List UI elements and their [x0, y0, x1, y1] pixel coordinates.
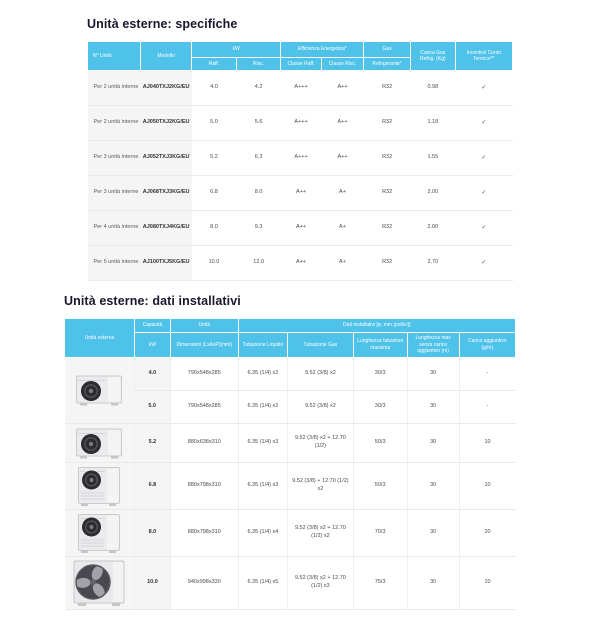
- model-cell: AJ080TXJ4KG/EU: [141, 211, 192, 246]
- liquid-pipe-cell: 6.35 (1/4) x3: [238, 462, 288, 509]
- incentive-check: ✓: [455, 211, 512, 246]
- unit-count-cell: Per 2 unità interne: [88, 106, 141, 141]
- model-cell: AJ068TXJ3KG/EU: [141, 176, 192, 211]
- capacity-cell: 10.0: [134, 556, 170, 609]
- max-pipe-length-cell: 50/3: [353, 462, 407, 509]
- gas-pipe-cell: 9.52 (3/8) + 12.70 (1/2) x2: [288, 462, 353, 509]
- class-heating-cell: A++: [321, 141, 364, 176]
- col-header-liquid-pipe: Tubazione Liquido: [238, 333, 288, 358]
- gas-pipe-cell: 9.52 (3/8) x2 + 12.70 (1/2) x3: [288, 556, 353, 609]
- kw-heating-cell: 9.3: [236, 211, 281, 246]
- model-cell: AJ040TXJ2KG/EU: [141, 71, 192, 106]
- liquid-pipe-cell: 6.35 (1/4) x2: [238, 357, 288, 390]
- liquid-pipe-cell: 6.35 (1/4) x3: [238, 423, 288, 462]
- class-heating-cell: A+: [321, 246, 364, 281]
- extra-charge-cell: 10: [459, 462, 515, 509]
- col-header-incentives: Incentivi/ Conto Termico**: [455, 42, 512, 71]
- col-header-kw-heating: Risc.: [236, 58, 281, 71]
- class-cooling-cell: A+++: [281, 71, 321, 106]
- col-header-kw-group: kW: [192, 42, 281, 58]
- table-row: [88, 141, 513, 176]
- class-heating-cell: A++: [321, 71, 364, 106]
- kw-heating-cell: 8.0: [236, 176, 281, 211]
- class-cooling-cell: A++: [281, 176, 321, 211]
- col-header-gas-pipe: Tubazione Gas: [288, 333, 353, 358]
- refrigerant-cell: R32: [364, 141, 411, 176]
- col-header-unit-count: N° Unità: [88, 42, 141, 71]
- max-pipe-length-cell: 70/3: [353, 509, 407, 556]
- col-header-outdoor-unit: Unità esterna: [65, 319, 135, 358]
- extra-charge-cell: 10: [459, 423, 515, 462]
- capacity-cell: 4.0: [134, 357, 170, 390]
- refrigerant-cell: R32: [364, 71, 411, 106]
- kw-heating-cell: 12.0: [236, 246, 281, 281]
- col-header-install-group: Dati installativi [ø, mm (pollici)]: [238, 319, 515, 333]
- table-row: [88, 176, 513, 211]
- class-heating-cell: A++: [321, 106, 364, 141]
- unit-count-cell: Per 2 unità interne: [88, 71, 141, 106]
- col-header-max-pipe-length: Lunghezza tubazioni massima: [353, 333, 407, 358]
- dimensions-cell: 790x548x285: [170, 357, 238, 390]
- extra-charge-cell: 10: [459, 556, 515, 609]
- unit-count-cell: Per 5 unità interne: [88, 246, 141, 281]
- max-no-charge-cell: 30: [407, 390, 459, 423]
- liquid-pipe-cell: 6.35 (1/4) x5: [238, 556, 288, 609]
- max-pipe-length-cell: 75/3: [353, 556, 407, 609]
- outdoor-unit-photo-cell: [65, 556, 135, 609]
- install-table-header: [65, 319, 516, 358]
- gas-pipe-cell: 9.52 (3/8) x2: [288, 390, 353, 423]
- col-header-gas-charge: Carica Gas Refrig. (Kg): [411, 42, 456, 71]
- kw-cooling-cell: 8.0: [192, 211, 237, 246]
- col-header-extra-charge: Carico aggiuntivo (g/m): [459, 333, 515, 358]
- kw-cooling-cell: 5.0: [192, 106, 237, 141]
- outdoor-unit-photo: [74, 426, 124, 460]
- col-header-unit-group: Unità: [170, 319, 238, 333]
- max-pipe-length-cell: 50/3: [353, 423, 407, 462]
- refrigerant-cell: R32: [364, 176, 411, 211]
- dimensions-cell: 940x998x330: [170, 556, 238, 609]
- outdoor-unit-photo-cell: [65, 462, 135, 509]
- col-header-efficiency-group: Efficienza Energetica*: [281, 42, 364, 58]
- class-cooling-cell: A++: [281, 211, 321, 246]
- unit-count-cell: Per 3 unità interne: [88, 176, 141, 211]
- gas-charge-cell: 0.98: [411, 71, 456, 106]
- liquid-pipe-cell: 6.35 (1/4) x2: [238, 390, 288, 423]
- max-pipe-length-cell: 30/3: [353, 357, 407, 390]
- incentive-check: ✓: [455, 106, 512, 141]
- col-header-kw-cooling: Raff.: [192, 58, 237, 71]
- capacity-cell: 6.8: [134, 462, 170, 509]
- table-row: [65, 462, 516, 509]
- kw-cooling-cell: 4.0: [192, 71, 237, 106]
- max-no-charge-cell: 30: [407, 423, 459, 462]
- table-row: [88, 71, 513, 106]
- extra-charge-cell: -: [459, 390, 515, 423]
- kw-heating-cell: 6.3: [236, 141, 281, 176]
- refrigerant-cell: R32: [364, 246, 411, 281]
- col-header-model: Modello: [141, 42, 192, 71]
- outdoor-unit-photo: [72, 559, 126, 607]
- max-no-charge-cell: 30: [407, 556, 459, 609]
- class-cooling-cell: A+++: [281, 141, 321, 176]
- class-cooling-cell: A++: [281, 246, 321, 281]
- kw-cooling-cell: 10.0: [192, 246, 237, 281]
- incentive-check: ✓: [455, 246, 512, 281]
- outdoor-unit-photo: [76, 465, 122, 507]
- max-no-charge-cell: 30: [407, 462, 459, 509]
- model-cell: AJ100TXJ5KG/EU: [141, 246, 192, 281]
- dimensions-cell: 880x798x310: [170, 462, 238, 509]
- capacity-cell: 5.0: [134, 390, 170, 423]
- install-section: [64, 294, 516, 610]
- max-no-charge-cell: 30: [407, 509, 459, 556]
- spec-table-header: [88, 42, 513, 71]
- col-header-refrigerant: Refrigerante*: [364, 58, 411, 71]
- refrigerant-cell: R32: [364, 211, 411, 246]
- max-pipe-length-cell: 30/3: [353, 390, 407, 423]
- gas-pipe-cell: 9.52 (3/8) x2 + 12.70 (1/2): [288, 423, 353, 462]
- install-table-body: [65, 357, 516, 609]
- extra-charge-cell: -: [459, 357, 515, 390]
- model-cell: AJ052TXJ3KG/EU: [141, 141, 192, 176]
- table-row: [88, 106, 513, 141]
- outdoor-unit-photo: [76, 512, 122, 554]
- gas-pipe-cell: 9.52 (3/8) x2: [288, 357, 353, 390]
- dimensions-cell: 790x548x285: [170, 390, 238, 423]
- capacity-cell: 8.0: [134, 509, 170, 556]
- incentive-check: ✓: [455, 176, 512, 211]
- max-no-charge-cell: 30: [407, 357, 459, 390]
- class-heating-cell: A+: [321, 176, 364, 211]
- class-cooling-cell: A+++: [281, 106, 321, 141]
- table-row: [88, 246, 513, 281]
- outdoor-unit-photo-cell: [65, 423, 135, 462]
- dimensions-cell: 880x798x310: [170, 509, 238, 556]
- col-header-class-heating: Classe Risc.: [321, 58, 364, 71]
- model-cell: AJ050TXJ2KG/EU: [141, 106, 192, 141]
- liquid-pipe-cell: 6.35 (1/4) x4: [238, 509, 288, 556]
- incentive-check: ✓: [455, 71, 512, 106]
- gas-charge-cell: 2.00: [411, 211, 456, 246]
- gas-charge-cell: 2.00: [411, 176, 456, 211]
- gas-charge-cell: 2.70: [411, 246, 456, 281]
- install-table: [64, 318, 516, 610]
- spec-table-body: [88, 71, 513, 281]
- col-header-gas-group: Gas: [364, 42, 411, 58]
- outdoor-unit-photo: [74, 373, 124, 407]
- table-row: [65, 509, 516, 556]
- class-heating-cell: A+: [321, 211, 364, 246]
- kw-heating-cell: 5.6: [236, 106, 281, 141]
- spec-section: [87, 17, 513, 281]
- gas-charge-cell: 1.55: [411, 141, 456, 176]
- table-row: [65, 556, 516, 609]
- outdoor-unit-photo-cell: [65, 357, 135, 423]
- spec-table-title: Unità esterne: specifiche: [87, 17, 238, 31]
- outdoor-unit-photo-cell: [65, 509, 135, 556]
- install-table-title: Unità esterne: dati installativi: [64, 294, 241, 308]
- col-header-capacity-group: Capacità: [134, 319, 170, 333]
- kw-cooling-cell: 6.8: [192, 176, 237, 211]
- extra-charge-cell: 20: [459, 509, 515, 556]
- unit-count-cell: Per 4 unità interne: [88, 211, 141, 246]
- col-header-capacity-kw: kW: [134, 333, 170, 358]
- refrigerant-cell: R32: [364, 106, 411, 141]
- gas-charge-cell: 1.18: [411, 106, 456, 141]
- spec-table: [87, 41, 513, 281]
- col-header-class-cooling: Classe Raff.: [281, 58, 321, 71]
- incentive-check: ✓: [455, 141, 512, 176]
- table-row: [88, 211, 513, 246]
- unit-count-cell: Per 3 unità interne: [88, 141, 141, 176]
- kw-heating-cell: 4.2: [236, 71, 281, 106]
- kw-cooling-cell: 5.2: [192, 141, 237, 176]
- table-row: [65, 357, 516, 390]
- table-row: [65, 423, 516, 462]
- col-header-dimensions: Dimensioni (LxAxP)(mm): [170, 333, 238, 358]
- dimensions-cell: 880x638x310: [170, 423, 238, 462]
- capacity-cell: 5.2: [134, 423, 170, 462]
- col-header-max-no-charge: Lunghezza max senza carico aggiuntivo (m): [407, 333, 459, 358]
- gas-pipe-cell: 9.52 (3/8) x2 + 12.70 (1/2) x2: [288, 509, 353, 556]
